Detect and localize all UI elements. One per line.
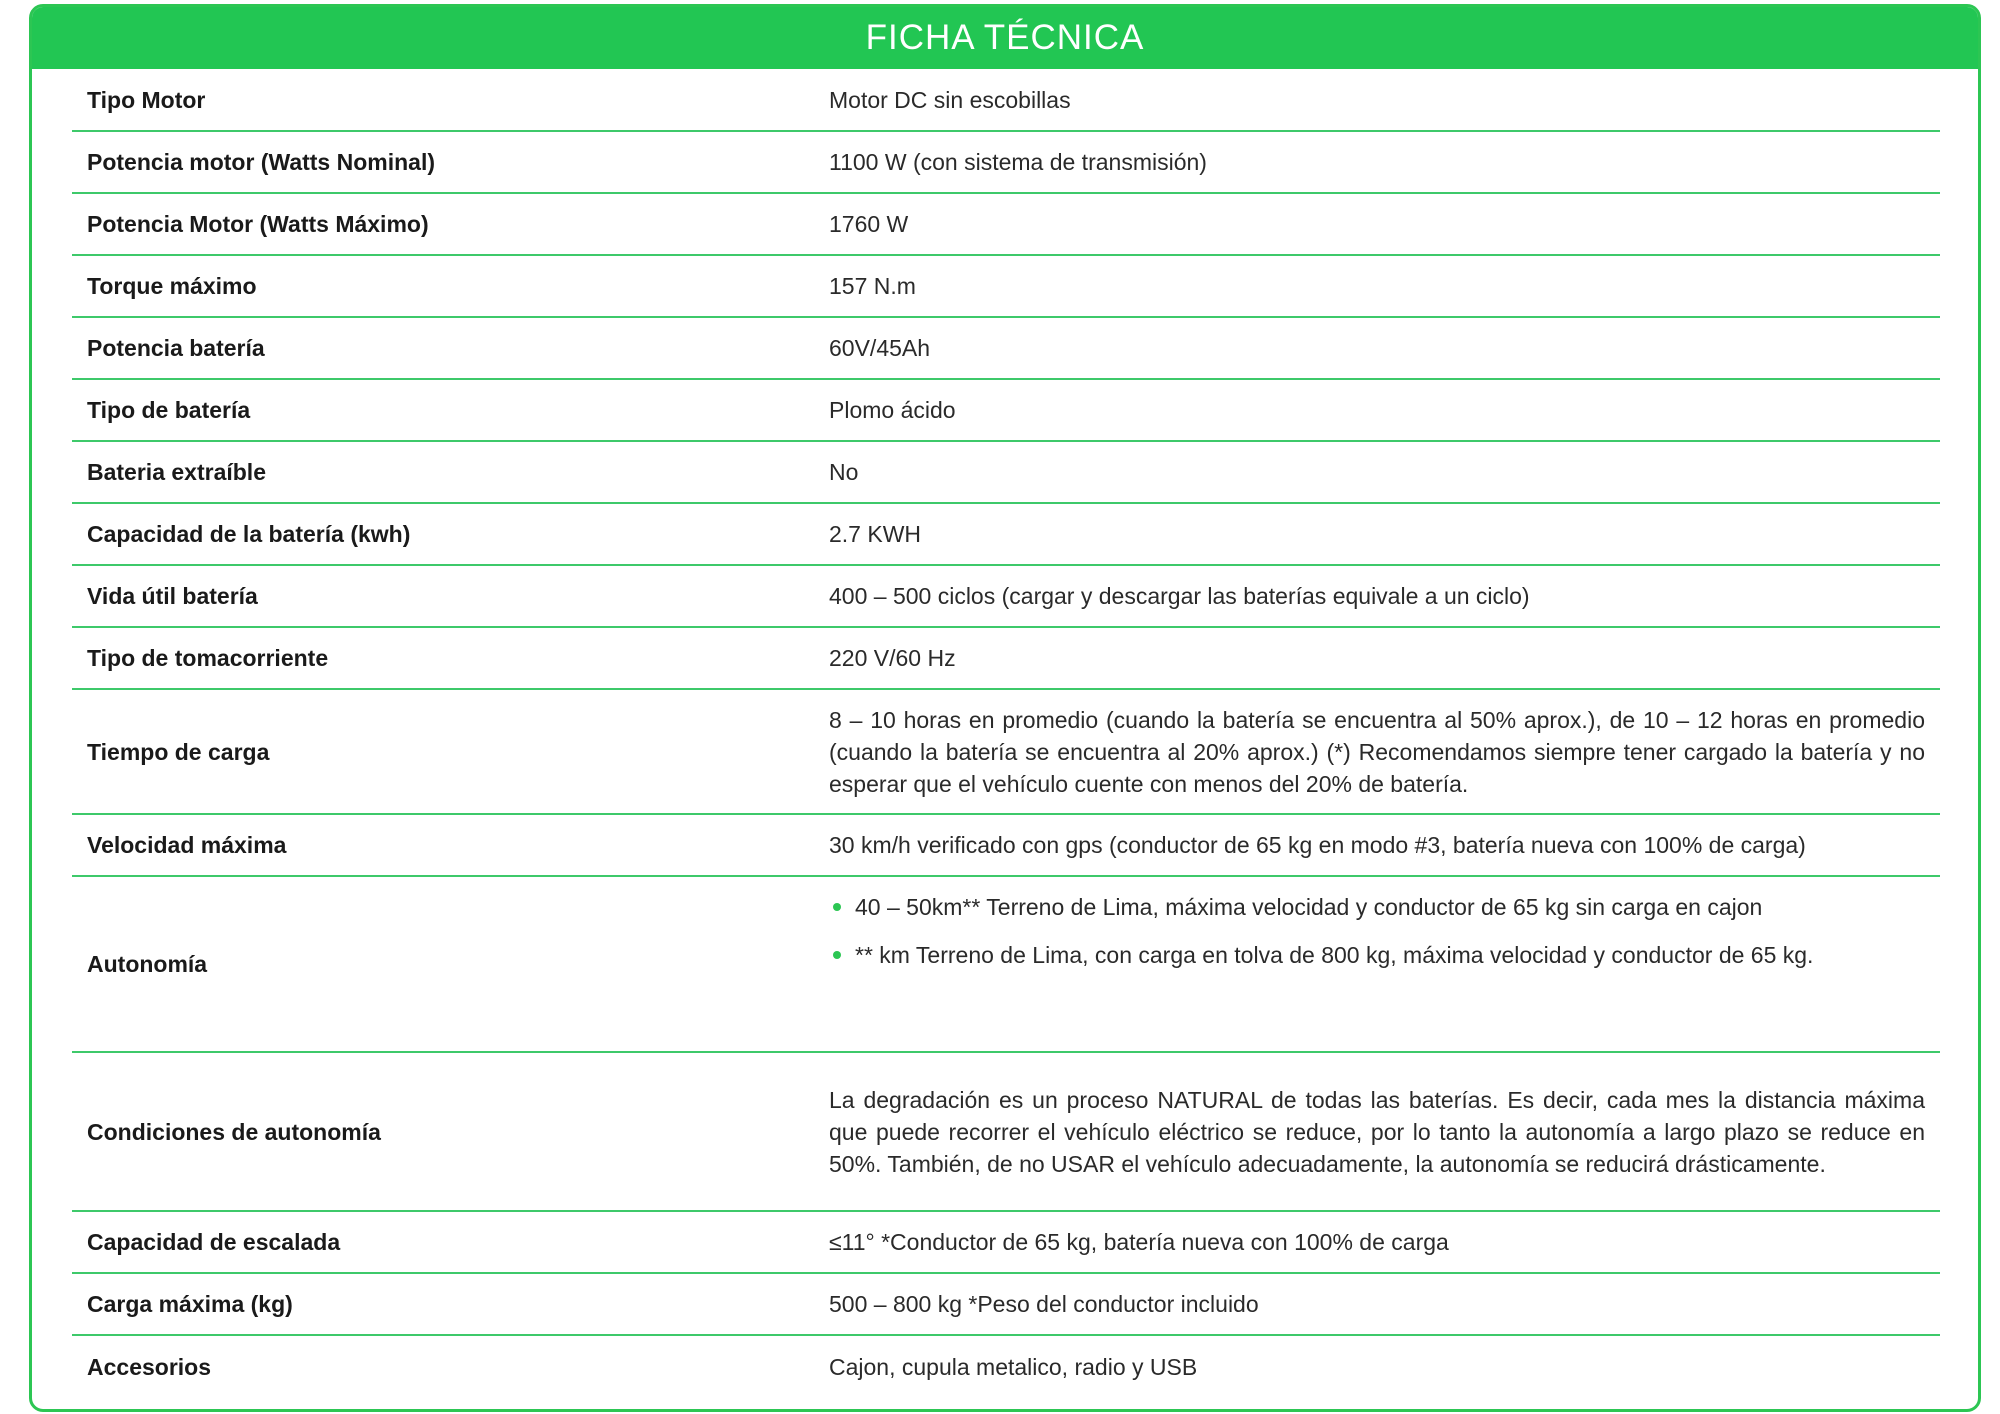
spec-label: Tipo Motor [87, 86, 206, 113]
spec-value: 1760 W [829, 211, 909, 237]
spec-label: Tiempo de carga [87, 738, 270, 765]
spec-row-potencia-nominal [72, 131, 1940, 193]
spec-value: ≤11° *Conductor de 65 kg, batería nueva con 100% de carga [829, 1229, 1449, 1255]
spec-value: 220 V/60 Hz [829, 645, 956, 671]
spec-value: Cajon, cupula metalico, radio y USB [829, 1353, 1198, 1380]
spec-value: La degradación es un proceso NATURAL de todas las baterías. Es decir, cada mes la distancia máxima que puede recorrer el vehículo eléctrico se reduce, por lo tanto la autonomía a largo plazo se reduce en 50%. También, de no USAR el vehículo adecuadamente, la autonomía se reducirá drásticamente. [829, 1086, 1925, 1177]
spec-label: Potencia Motor (Watts Máximo) [87, 211, 429, 237]
spec-row-velocidad-maxima [72, 814, 1940, 876]
spec-sheet-title: FICHA TÉCNICA [865, 18, 1145, 57]
spec-table [72, 69, 1940, 1397]
spec-value: 60V/45Ah [829, 335, 931, 361]
spec-row-tipo-bateria [72, 379, 1940, 441]
spec-value: Motor DC sin escobillas [829, 86, 1071, 113]
list-item-text: 40 – 50km** Terreno de Lima, máxima velocidad y conductor de 65 kg sin carga en cajon [855, 894, 1763, 920]
spec-value: 2.7 KWH [829, 521, 922, 547]
spec-row-potencia-maxima [72, 193, 1940, 255]
bullet-icon [833, 903, 841, 911]
spec-row-capacidad-escalada [72, 1211, 1940, 1273]
spec-row-bateria-extraible [72, 441, 1940, 503]
spec-label: Capacidad de escalada [87, 1229, 341, 1255]
spec-label: Potencia batería [87, 335, 265, 361]
spec-row-tipo-motor [72, 69, 1940, 131]
spec-row-vida-util [72, 565, 1940, 627]
autonomia-list [829, 891, 1925, 971]
spec-label: Autonomía [87, 951, 208, 977]
spec-label: Vida útil batería [87, 583, 258, 609]
spec-row-capacidad-bateria [72, 503, 1940, 565]
spec-sheet-card [29, 4, 1981, 1412]
spec-label: Carga máxima (kg) [87, 1291, 293, 1317]
spec-row-accesorios [72, 1335, 1940, 1397]
spec-value: 30 km/h verificado con gps (conductor de 65 kg en modo #3, batería nueva con 100% de carga) [829, 832, 1806, 858]
spec-row-condiciones-autonomia [72, 1052, 1940, 1211]
spec-value: 1100 W (con sistema de transmisión) [829, 149, 1207, 175]
spec-value: 8 – 10 horas en promedio (cuando la batería se encuentra al 50% aprox.), de 10 – 12 horas en promedio (cuando la batería se encuentra al 20% aprox.) (*) Recomendamos siempre tener cargado la batería y no esperar que el vehículo cuente con menos del 20% de batería. [829, 706, 1925, 797]
spec-label: Velocidad máxima [87, 832, 287, 858]
bullet-icon [833, 951, 841, 959]
spec-value: Plomo ácido [829, 397, 956, 423]
list-item [829, 939, 1925, 971]
spec-label: Accesorios [87, 1353, 212, 1380]
spec-label: Bateria extraíble [87, 459, 266, 485]
spec-label: Potencia motor (Watts Nominal) [87, 149, 435, 175]
spec-row-carga-maxima [72, 1273, 1940, 1335]
spec-label: Tipo de tomacorriente [87, 645, 329, 671]
spec-value: No [829, 459, 859, 485]
spec-sheet-header [32, 7, 1978, 69]
spec-value: 500 – 800 kg *Peso del conductor incluido [829, 1291, 1259, 1317]
spec-label: Capacidad de la batería (kwh) [87, 521, 411, 547]
spec-label: Condiciones de autonomía [87, 1118, 381, 1145]
spec-value: 400 – 500 ciclos (cargar y descargar las baterías equivale a un ciclo) [829, 583, 1530, 609]
spec-value: 157 N.m [829, 273, 916, 299]
spec-value [814, 876, 1940, 1052]
spec-row-torque [72, 255, 1940, 317]
spec-row-tomacorriente [72, 627, 1940, 689]
spec-label: Torque máximo [87, 273, 257, 299]
spec-row-potencia-bateria [72, 317, 1940, 379]
spec-row-tiempo-carga [72, 689, 1940, 814]
list-item [829, 891, 1925, 923]
spec-label: Tipo de batería [87, 397, 251, 423]
list-item-text: ** km Terreno de Lima, con carga en tolva de 800 kg, máxima velocidad y conductor de 65 kg. [855, 942, 1814, 968]
spec-row-autonomia [72, 876, 1940, 1052]
